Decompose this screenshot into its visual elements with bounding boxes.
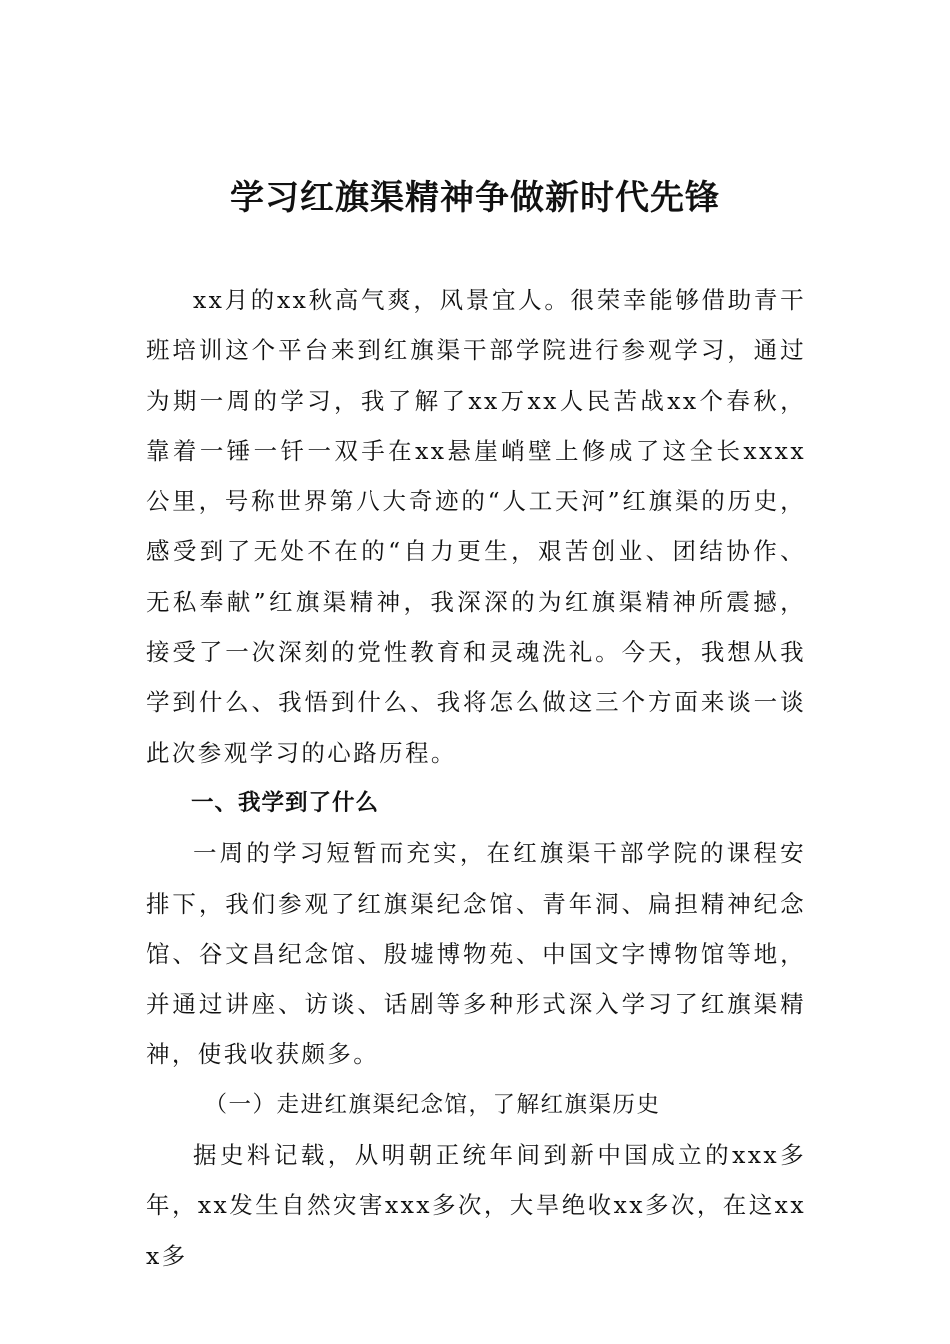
document-title: 学习红旗渠精神争做新时代先锋: [230, 178, 720, 218]
document-body: [146, 275, 806, 1281]
section-heading-1: 一、我学到了什么: [191, 789, 380, 816]
section-1-paragraph: 一周的学习短暂而充实，在红旗渠干部学院的课程安排下，我们参观了红旗渠纪念馆、青年洞、扁担精神纪念馆、谷文昌纪念馆、殷墟博物苑、中国文字博物馆等地，并通过讲座、访谈、话剧等多种形式深入学习了红旗渠精神，使我收获颇多。: [146, 839, 806, 1069]
intro-paragraph: xx月的xx秋高气爽，风景宜人。很荣幸能够借助青干班培训这个平台来到红旗渠干部学院进行参观学习，通过为期一周的学习，我了解了xx万xx人民苦战xx个春秋，靠着一锤一钎一双手在xx悬崖峭壁上修成了这全长xxxx公里，号称世界第八大奇迹的“人工天河”红旗渠的历史，感受到了无处不在的“自力更生，艰苦创业、团结协作、无私奉献”红旗渠精神，我深深的为红旗渠精神所震撼，接受了一次深刻的党性教育和灵魂洗礼。今天，我想从我学到什么、我悟到什么、我将怎么做这三个方面来谈一谈此次参观学习的心路历程。: [146, 286, 806, 767]
subsection-heading-1: （一）走进红旗渠纪念馆，了解红旗渠历史: [204, 1091, 661, 1118]
subsection-1-paragraph: 据史料记载，从明朝正统年间到新中国成立的xxx多年，xx发生自然灾害xxx多次，大旱绝收xx多次，在这xxx多: [146, 1141, 806, 1270]
